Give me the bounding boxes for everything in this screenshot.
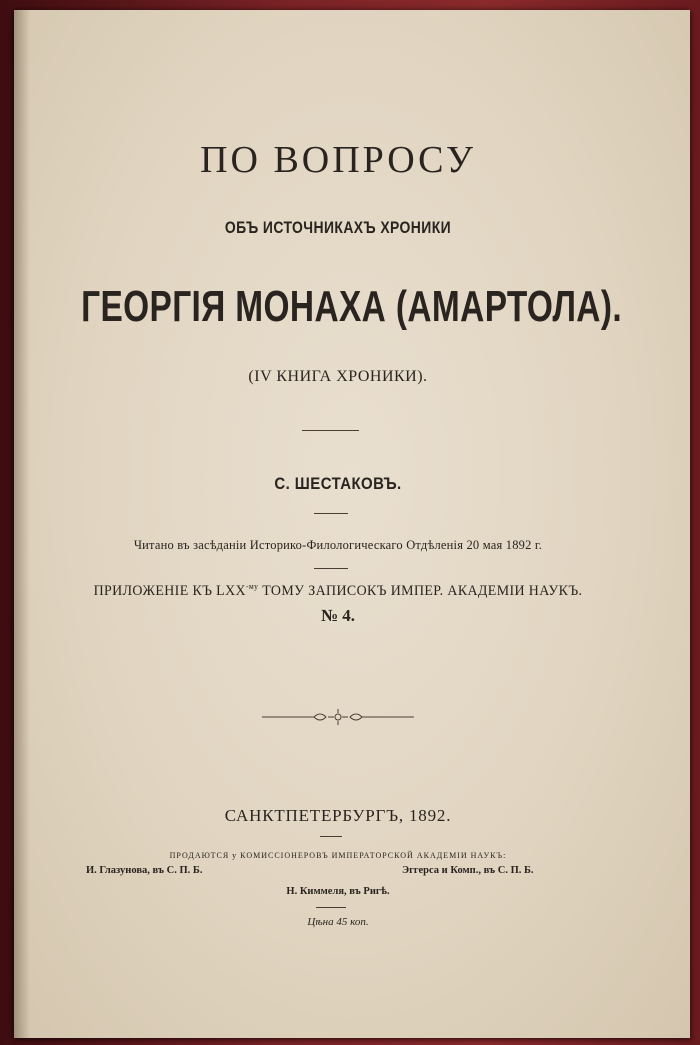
divider-rule-3	[314, 568, 348, 569]
supplement-number: № 4.	[320, 606, 356, 625]
publisher-kimmel: Н. Киммеля, въ Ригѣ.	[286, 886, 390, 897]
city-year: САНКТПЕТЕРБУРГЪ, 1892.	[224, 806, 452, 825]
divider-rule-2	[314, 513, 348, 514]
supplement-text-after: ТОМУ ЗАПИСОКЪ ИМПЕР. АКАДЕМІИ НАУКЪ.	[258, 582, 583, 599]
divider-rule-1	[302, 430, 359, 431]
supplement-text-before: ПРИЛОЖЕНІЕ КЪ LXX	[93, 582, 246, 599]
publisher-glazunov: И. Глазунова, въ С. П. Б.	[86, 865, 203, 876]
divider-rule-5	[316, 907, 346, 908]
title-line-1: ПО ВОПРОСУ	[200, 139, 476, 181]
supplement-superscript: -му	[245, 582, 259, 591]
supplement-line	[14, 582, 663, 600]
publisher-eggers: Эггерса и Комп., въ С. П. Б.	[402, 865, 534, 876]
author-name: С. ШЕСТАКОВЪ.	[274, 474, 402, 493]
price-line: Цѣна 45 коп.	[307, 916, 369, 928]
title-line-2: ОБЪ ИСТОЧНИКАХЪ ХРОНИКИ	[224, 218, 452, 237]
sold-by-line: ПРОДАЮТСЯ у КОМИССІОНЕРОВЪ ИМПЕРАТОРСКОЙ АКАДЕМІИ НАУКЪ:	[169, 851, 507, 860]
divider-rule-4	[320, 836, 342, 837]
title-line-4: (IV КНИГА ХРОНИКИ).	[248, 368, 428, 385]
title-line-3: ГЕОРГІЯ МОНАХА (АМАРТОЛА).	[81, 282, 623, 331]
reading-note: Читано въ засѣданіи Историко-Филологическаго Отдѣленія 20 мая 1892 г.	[133, 538, 543, 552]
ornament-divider	[262, 708, 414, 726]
